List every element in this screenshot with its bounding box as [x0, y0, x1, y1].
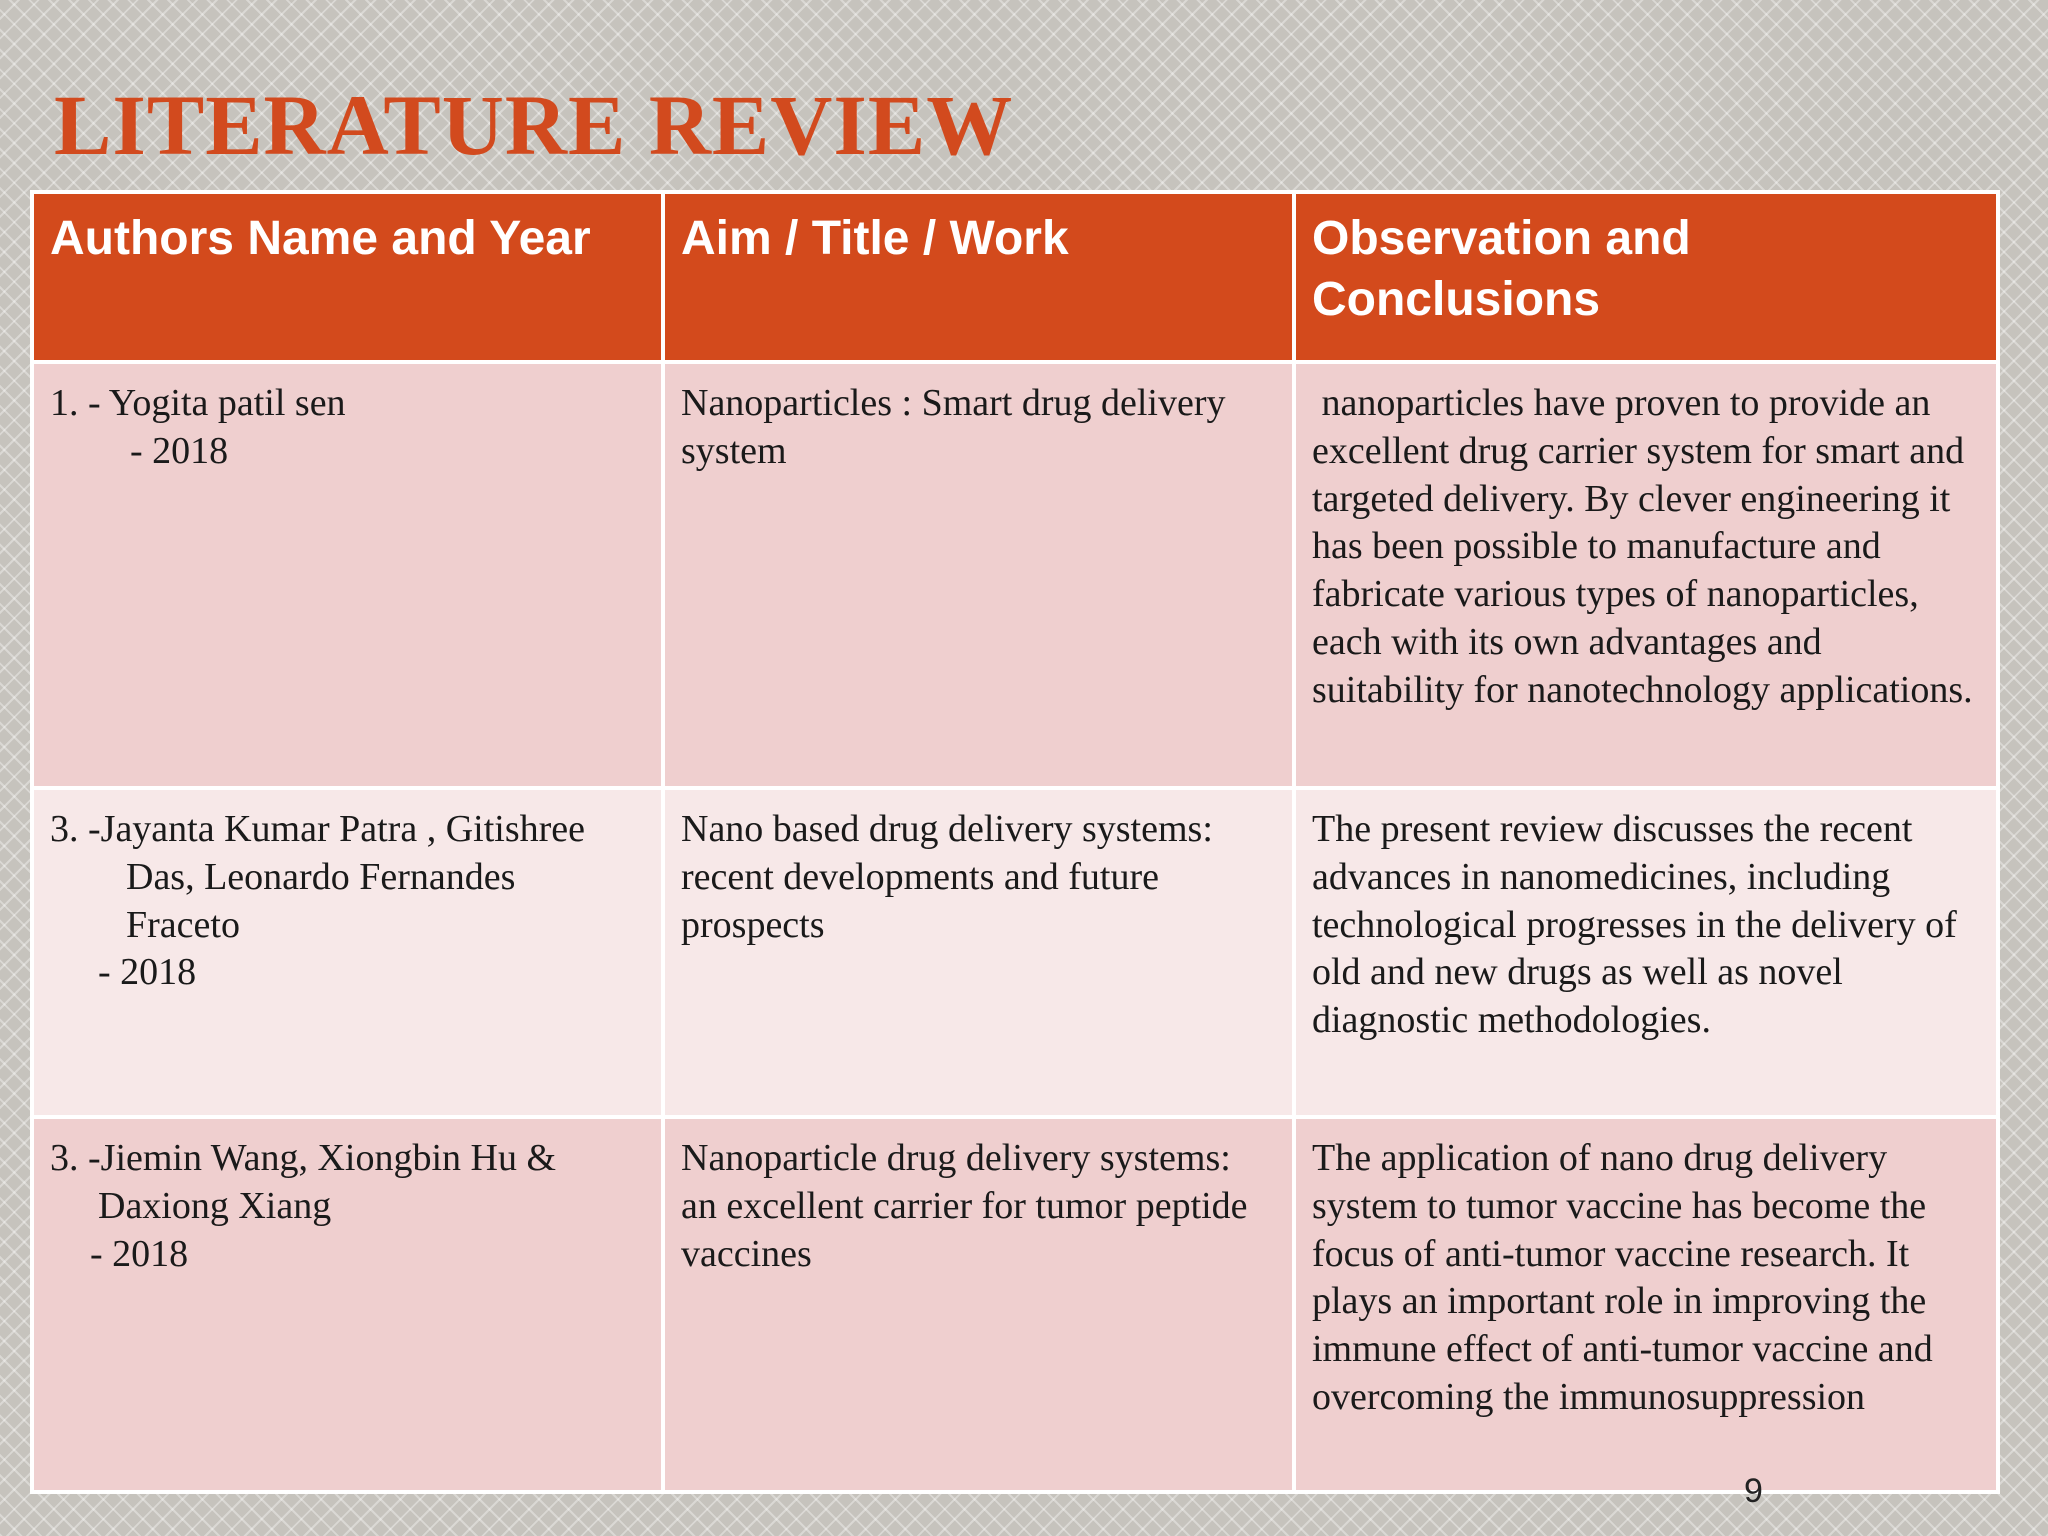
table-header-row: [32, 192, 1998, 362]
header-authors: Authors Name and Year: [32, 192, 663, 362]
slide-title: LITERATURE REVIEW: [54, 77, 1014, 173]
author-cell: [32, 788, 663, 1117]
title-cell: Nanoparticle drug delivery systems: an excellent carrier for tumor peptide vaccines: [663, 1117, 1294, 1492]
title-cell: Nanoparticles : Smart drug delivery system: [663, 362, 1294, 788]
observation-cell: The present review discusses the recent advances in nanomedicines, including technological progresses in the delivery of old and new drugs as well as novel diagnostic methodologies.: [1294, 788, 1998, 1117]
title-cell: Nano based drug delivery systems: recent developments and future prospects: [663, 788, 1294, 1117]
literature-review-table: [30, 190, 2000, 1494]
page-number: 9: [1744, 1472, 1763, 1510]
table-row: [32, 1117, 1998, 1492]
table-row: [32, 362, 1998, 788]
author-line: - 2018: [90, 1232, 189, 1275]
observation-cell: The application of nano drug delivery system to tumor vaccine has become the focus of anti-tumor vaccine research. It plays an important role in improving the immune effect of anti-tumor vaccine and overcoming the immunosuppression: [1294, 1117, 1998, 1492]
header-aim-title-work: Aim / Title / Work: [663, 192, 1294, 362]
author-line: Das, Leonardo Fernandes: [126, 855, 516, 898]
author-line: 3. -Jayanta Kumar Patra , Gitishree: [50, 808, 585, 850]
header-observation: Observation and Conclusions: [1294, 192, 1998, 362]
author-line: - 2018: [98, 951, 197, 994]
author-line: 1. - Yogita patil sen: [50, 382, 346, 424]
author-cell: [32, 362, 663, 788]
author-line: Daxiong Xiang: [98, 1184, 332, 1227]
table-row: [32, 788, 1998, 1117]
author-line: - 2018: [130, 429, 229, 472]
author-line: 3. -Jiemin Wang, Xiongbin Hu &: [50, 1137, 557, 1179]
author-cell: [32, 1117, 663, 1492]
author-line: Fraceto: [126, 903, 240, 946]
observation-cell: nanoparticles have proven to provide an excellent drug carrier system for smart and targeted delivery. By clever engineering it has been possible to manufacture and fabricate various types of nanoparticles, each with its own advantages and suitability for nanotechnology applications.: [1294, 362, 1998, 788]
